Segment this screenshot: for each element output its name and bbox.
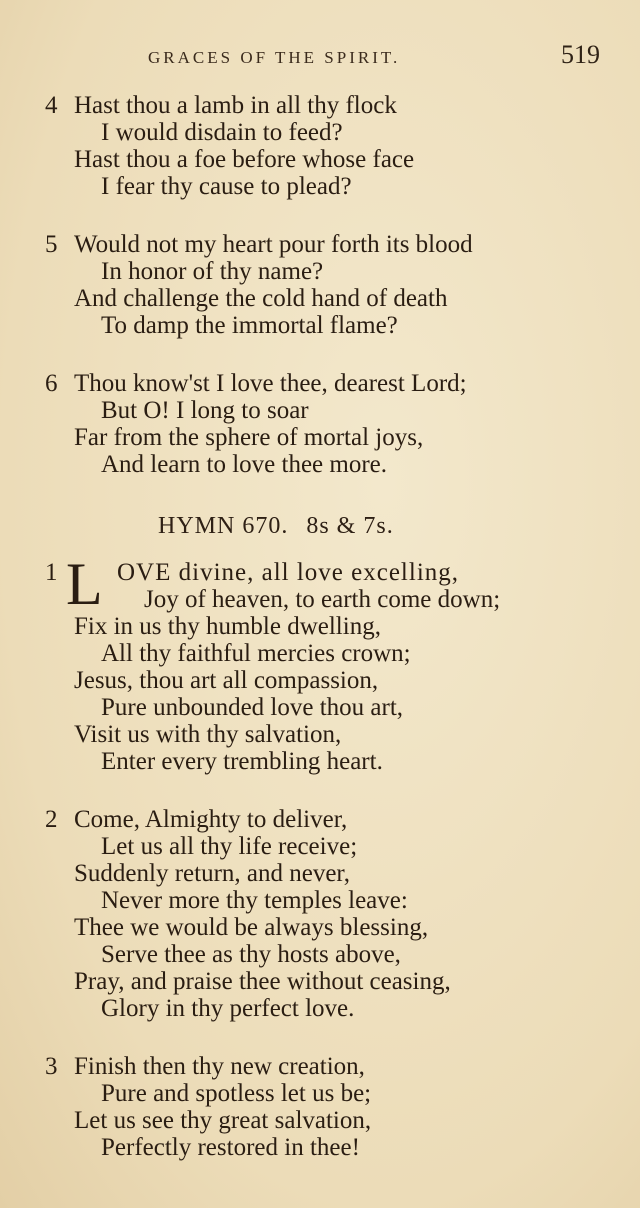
verse-line: Pray, and praise thee without ceasing, <box>74 968 451 995</box>
stanza-number: 5 <box>45 231 58 258</box>
verse-line: Pure unbounded love thou art, <box>101 694 404 721</box>
stanza-number: 2 <box>45 806 58 833</box>
page-header <box>0 40 640 74</box>
verse-line: I fear thy cause to plead? <box>101 173 352 200</box>
hymn-meter: 8s & 7s. <box>306 513 394 539</box>
verse-line: Visit us with thy salvation, <box>74 721 342 748</box>
verse-line: Let us see thy great salvation, <box>74 1107 372 1134</box>
stanza-number: 3 <box>45 1053 58 1080</box>
verse-line: Joy of heaven, to earth come down; <box>144 586 501 613</box>
verse-line: Come, Almighty to deliver, <box>74 806 348 833</box>
stanza-number: 6 <box>45 370 58 397</box>
verse-line: Finish then thy new creation, <box>74 1053 365 1080</box>
verse-line: Let us all thy life receive; <box>101 833 358 860</box>
verse-line: Glory in thy perfect love. <box>101 995 355 1022</box>
verse-line: To damp the immortal flame? <box>101 312 398 339</box>
verse-line: Jesus, thou art all compassion, <box>74 667 379 694</box>
verse-line: I would disdain to feed? <box>101 119 343 146</box>
verse-line: Hast thou a foe before whose face <box>74 146 415 173</box>
verse-line: And learn to love thee more. <box>101 451 388 478</box>
verse-line: Perfectly restored in thee! <box>101 1134 360 1161</box>
stanza-number: 4 <box>45 92 58 119</box>
verse-line: Would not my heart pour forth its blood <box>74 231 473 258</box>
verse-line: Thou know'st I love thee, dearest Lord; <box>74 370 467 397</box>
verse-line: Enter every trembling heart. <box>101 748 383 775</box>
verse-line: Hast thou a lamb in all thy flock <box>74 92 397 119</box>
verse-line: In honor of thy name? <box>101 258 324 285</box>
verse-line: Far from the sphere of mortal joys, <box>74 424 424 451</box>
hymn-title <box>158 513 394 540</box>
verse-line: All thy faithful mercies crown; <box>101 640 411 667</box>
stanza-number: 1 <box>45 559 58 586</box>
verse-line: Suddenly return, and never, <box>74 860 351 887</box>
verse-line: Fix in us thy humble dwelling, <box>74 613 381 640</box>
verse-line: Never more thy temples leave: <box>101 887 408 914</box>
page-number: 519 <box>561 40 600 69</box>
verse-line: And challenge the cold hand of death <box>74 285 448 312</box>
running-head: GRACES OF THE SPIRIT. <box>148 48 401 67</box>
hymn-number: HYMN 670. <box>158 513 289 539</box>
verse-line: Pure and spotless let us be; <box>101 1080 372 1107</box>
verse-line: OVE divine, all love excelling, <box>117 559 460 586</box>
verse-line: Thee we would be always blessing, <box>74 914 429 941</box>
drop-cap: L <box>66 551 103 617</box>
verse-line: But O! I long to soar <box>101 397 309 424</box>
verse-line: Serve thee as thy hosts above, <box>101 941 401 968</box>
